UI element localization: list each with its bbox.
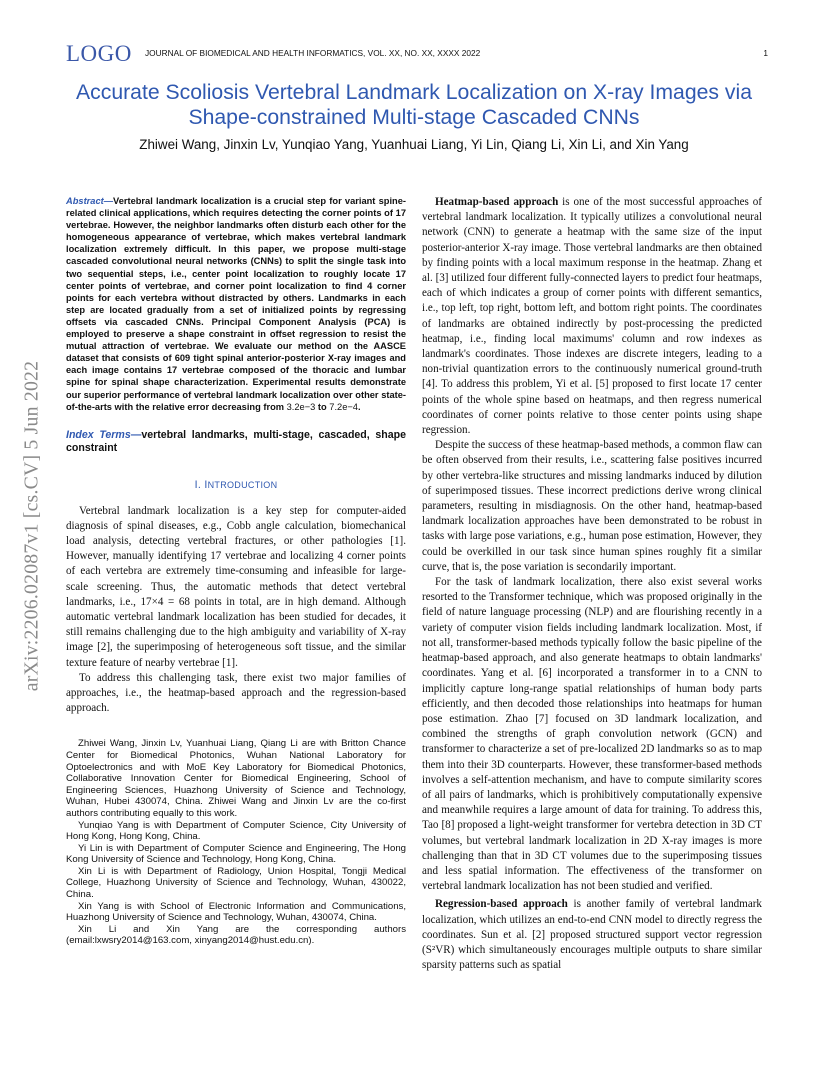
section-heading-introduction xyxy=(66,478,406,492)
heatmap-approach-text: is one of the most successful approaches of vertebral landmark localization. It typically utilizes a convolutional neural network (CNN) to generate a heatmap with the same size of the input posterior-anterior X-ray image. Those vertebral landmarks are then obtained by finding points with a local maximum response in the heatmap. Zhang et al. [3] utilized four different fully-connected layers to predict four heatmaps, each of which indicates a group of corner points with different semantics, i.e., top left, top right, bottom left, and bottom right points. The coordinates of landmarks are obtained indirectly by post-processing the predicted heatmap, i.e., finding local maximums' column and row indexes as landmark's coordinates. Those indexes are discrete integers, leading to a non-trivial quantization errors to the continuously numerical ground-truth [4]. To address this problem, Yi et al. [5] proposed to first locate 17 center points of the whole spine based on heatmaps, and then regress numerical coordinates of corner points relative to those center points using shape regression. xyxy=(422,196,762,437)
footnote-affiliation-3: Yi Lin is with Department of Computer Science and Engineering, The Hong Kong University of Science and Technology, Hong Kong, China. xyxy=(66,842,406,866)
section-head-letter: I xyxy=(204,478,208,491)
transformer-paragraph: For the task of landmark localization, there also exist several works resorted to the Transformer technique, which was proposed originally in the field of nature language processing (NLP) and are flourishing recently in a variety of computer vision fields including landmark localization. Most, if not all, transformer-based methods typically follow the basic pipeline of the heatmap-based approach, and also generate heatmaps to obtain landmarks' coordinates. Yang et al. [6] incorporated a transformer in to a CNN to implicitly capture long-range spatial relationships of human body parts efficiently, and then decoded those relationships into heatmaps for human pose estimation. Zhao [7] focused on 3D landmark localization, and combined the strengths of graph convolution network (GCN) and transformer to characterize a set of pre-localized 2D landmarks so as to map them into their 3D counterparts. However, these transformer-based methods involves a self-attention mechanism, and have to compute similarity scores of all pairs of landmarks, which is prohibitively computationally expensive and meanwhile requires a large amount of data for training. To address this, Tao [8] proposed a light-weight transformer for vertebra detection in 3D CT volumes, but vertebral landmark localization in 2D X-ray images is more challenging than that in 3D CT volumes due to the superimposing tissues and less spatial information. The effectiveness of the transformer on vertebral landmark localization has not been studied and verified. xyxy=(422,576,762,893)
right-column xyxy=(422,195,762,973)
heatmap-paragraph xyxy=(422,195,762,438)
heatmap-approach-lead: Heatmap-based approach xyxy=(435,196,559,208)
intro-paragraph-1: Vertebral landmark localization is a key step for computer-aided diagnosis of spinal diseases, e.g., Cobb angle calculation, biomechanical load analysis, detecting vertebral fractures, or other pathologies [1]. However, manually identifying 17 vertebrae and localizing 4 corner points of each vertebra are extremely time-consuming and infeasible for large-scale screening. Thus, the automatic methods that detect vertebral landmarks, i.e., 17×4 = 68 points in total, are in high demand. Although automatic vertebral landmark localization has been studied for decades, it still remains challenging due to the high ambiguity and variability of X-ray image [2], the superimposing of heterogeneous soft tissue, and the similar texture feature of nearby vertebrae [1]. xyxy=(66,504,406,669)
author-list: Zhiwei Wang, Jinxin Lv, Yunqiao Yang, Yuanhuai Liang, Yi Lin, Qiang Li, Xin Li, and Xin Yang xyxy=(139,137,689,152)
footnote-affiliation-2: Yunqiao Yang is with Department of Computer Science, City University of Hong Kong, Hong Kong, China. xyxy=(66,819,406,843)
abstract-text: Vertebral landmark localization is a crucial step for variant spine-related clinical applications, which requires detecting the corner points of 17 vertebrae. However, the neighbor landmarks often disturb each other for the homogeneous appearance of vertebrae, which makes vertebral landmark localization extremely difficult. In this paper, we propose multi-stage cascaded convolutional neural networks (CNNs) to split the single task into two sequential steps, i.e., center point localization to roughly locate 17 center points of vertebrae, and corner point localization to find 4 corner points for each vertebra without distracted by others. Landmarks in each step are located gradually from a set of initialized points by regressing offsets via cascaded CNNs. Principal Component Analysis (PCA) is employed to preserve a shape constraint in offset regression to resist the mutual attraction of vertebrae. We evaluate our method on the AASCE dataset that consists of 609 tight spinal anterior-posterior X-ray images and each image contains 17 vertebrae composed of the thoracic and lumbar spine for spinal shape characterization. Experimental results demonstrate our superior performance of vertebral landmark localization over other state-of-the-arts with the relative error decreasing from xyxy=(66,196,406,412)
regression-paragraph xyxy=(422,897,762,973)
footnote-affiliation-5: Xin Yang is with School of Electronic Information and Communications, Huazhong University of Science and Technology, Wuhan, 430074, China. xyxy=(66,900,406,924)
index-terms: Index Terms—vertebral landmarks, multi-stage, cascaded, shape constraint xyxy=(66,428,407,455)
heatmap-flaw-paragraph: Despite the success of these heatmap-based methods, a common flaw can be often observed from their results, i.e., scattering false positives incurred by other vertebra-like structures and missing landmarks induced by dilution of superimposed tissues. These incorrect predictions derive wrong clinical parameters, resulting in misdiagnosis. On the other hand, heatmap-based landmark localization approaches have been demonstrated to be robust in tasks with large pose variations, e.g., human pose estimation, However, they could be overkilled in our task since human spines roughly fit a similar curve, that is, the pose variation is secondarily important. xyxy=(422,439,762,573)
footnote-affiliation-4: Xin Li is with Department of Radiology, Union Hospital, Tongji Medical College, Huazhong University of Science and Technology, Wuhan, 430022, China. xyxy=(66,865,406,901)
index-terms-text: vertebral landmarks, multi-stage, cascaded, shape constraint xyxy=(66,428,407,455)
index-terms-label: Index Terms xyxy=(66,428,131,441)
footnote-corresponding-authors: Xin Li and Xin Yang are the corresponding authors (email:lxwsry2014@163.com, xinyang2014@hust.edu.cn). xyxy=(66,923,406,947)
page-number: 1 xyxy=(763,48,768,58)
intro-paragraph-2: To address this challenging task, there exist two major families of approaches, i.e., the heatmap-based approach and the regression-based approach. xyxy=(66,671,406,715)
journal-logo: LOGO xyxy=(66,41,132,66)
author-footnotes xyxy=(66,738,406,947)
abstract-value-to: 7.2e−4 xyxy=(329,401,358,412)
regression-approach-lead: Regression-based approach xyxy=(435,898,568,911)
arxiv-stamp xyxy=(22,296,42,756)
journal-running-head: JOURNAL OF BIOMEDICAL AND HEALTH INFORMATICS, VOL. XX, NO. XX, XXXX 2022 xyxy=(145,48,481,58)
abstract: Abstract—Vertebral landmark localization is a crucial step for variant spine-related clinical applications, which requires detecting the corner points of 17 vertebrae. However, the neighbor landmarks often disturb each other for the homogeneous appearance of vertebrae, which makes vertebral landmark localization extremely difficult. In this paper, we propose multi-stage cascaded convolutional neural networks (CNNs) to split the single task into two sequential steps, i.e., center point localization to roughly locate 17 center points of vertebrae, and corner point localization to find 4 corner points for each vertebra without distracted by others. Landmarks in each step are located gradually from a set of initialized points by regressing offsets via cascaded CNNs. Principal Component Analysis (PCA) is employed to preserve a shape constraint in offset regression to resist the mutual attraction of vertebrae. We evaluate our method on the AASCE dataset that consists of 609 tight spinal anterior-posterior X-ray images and each image contains 17 vertebrae composed of the thoracic and lumbar spine for spinal shape characterization. Experimental results demonstrate our superior performance of vertebral landmark localization over other state-of-the-arts with the relative error decreasing from 3.2e−3 to 7.2e−4. xyxy=(66,196,406,412)
abstract-label: Abstract xyxy=(66,196,104,206)
abstract-value-to-word: to xyxy=(317,401,327,412)
regression-approach-text: is another family of vertebral landmark localization, which utilizes an end-to-end CNN model to directly regress the coordinates. Sun et al. [2] proposed structured support vector regression (S²VR) which simultaneously encourages multiple outputs to share similar sparsity patterns such as spatial xyxy=(422,898,762,972)
footnote-affiliation-1: Zhiwei Wang, Jinxin Lv, Yuanhuai Liang, Qiang Li are with Britton Chance Center for Biomedical Photonics, Wuhan National Laboratory for Optoelectronics and with MoE Key Laboratory for Biomedical Photonics, Collaborative Innovation Center for Biomedical Engineering, School of Engineering Sciences, Huazhong University of Science and Technology, Wuhan, Hubei 430074, China. Zhiwei Wang and Jinxin Lv are the co-first authors contributing equally to this work. xyxy=(66,738,406,819)
paper-title: Accurate Scoliosis Vertebral Landmark Localization on X-ray Images via Shape-constrained Multi-stage Cascaded CNNs xyxy=(76,81,752,129)
left-column xyxy=(66,195,406,947)
arxiv-identifier: arXiv:2206.02087v1 [cs.CV] 5 Jun 2022 xyxy=(20,360,43,692)
abstract-value-from: 3.2e−3 xyxy=(286,401,316,412)
abstract-period: . xyxy=(357,401,361,412)
section-numeral: I. xyxy=(194,478,202,491)
section-head-rest: NTRODUCTION xyxy=(207,479,278,490)
page-header xyxy=(66,42,768,66)
